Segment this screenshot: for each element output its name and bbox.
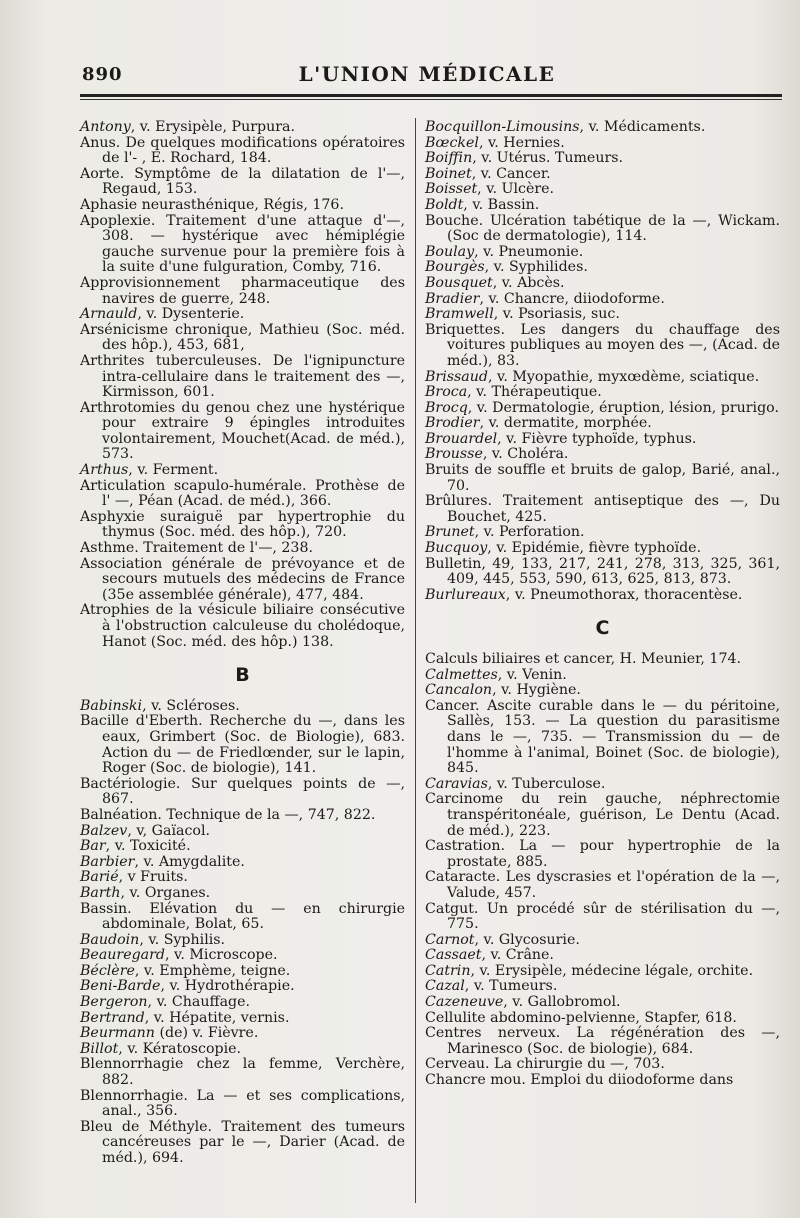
index-entry [80, 603, 405, 650]
entry-author-name: Brissaud [425, 368, 488, 385]
entry-author-name: Billot [80, 1040, 119, 1057]
index-entry [425, 1073, 780, 1089]
index-entry [425, 432, 780, 448]
entry-text: , v. Chauffage. [147, 994, 251, 1011]
section-heading-b: B [235, 664, 250, 687]
index-entry [425, 839, 780, 870]
entry-text: , v. Hygiène. [492, 682, 581, 699]
page-header [72, 58, 782, 92]
entry-author-name: Arthus [80, 462, 129, 479]
entry-author-name: Barth [80, 884, 121, 901]
left-column [80, 120, 405, 1167]
entry-text: Brûlures. Traitement antiseptique des —, Du Bouchet, 425. [425, 493, 780, 525]
entry-text: , v. Emphème, teigne. [134, 962, 291, 979]
entry-text: , v. Epidémie, fièvre typhoïde. [487, 540, 702, 557]
entry-text: , v. Crâne. [481, 947, 554, 964]
entry-author-name: Bertrand [80, 1009, 145, 1026]
index-entry [425, 276, 780, 292]
entry-author-name: Beauregard [80, 947, 166, 964]
entry-text: , v. Choléra. [482, 446, 569, 463]
entry-text: , v. Cancer. [471, 165, 551, 182]
index-entry [80, 136, 405, 167]
entry-text: , v. Myopathie, myxœdème, sciatique. [488, 368, 760, 385]
entry-text: Carcinome du rein gauche, néphrectomie transpéritonéale, guérison, Le Dentu (Acad. de méd.), 223. [425, 791, 780, 839]
entry-text: Bactériologie. Sur quelques points de —, 867. [80, 775, 405, 808]
entry-text: Blennorrhagie chez la femme, Verchère, 882. [80, 1056, 405, 1089]
entry-text: Aorte. Symptôme de la dilatation de l'—, Regaud, 153. [80, 165, 405, 198]
index-entry [425, 933, 780, 949]
entry-author-name: Bucquoy [425, 540, 488, 557]
entry-text: , v. Hépatite, vernis. [144, 1009, 290, 1026]
entry-text: Anus. De quelques modifications opératoires de l'- , E. Rochard, 184. [80, 134, 405, 167]
entry-text: Bacille d'Eberth. Recherche du —, dans les eaux, Grimbert (Soc. de Biologie), 683. Action du — de Friedlœnder, sur le lapin, Roger (Soc. de biologie), 141. [80, 713, 405, 777]
index-entry [425, 260, 780, 276]
index-entry [425, 198, 780, 214]
entry-text: , v. Hernies. [478, 134, 565, 151]
running-title: L'UNION MÉDICALE [298, 62, 556, 86]
entry-text: Bouche. Ulcération tabétique de la —, Wickam. (Soc de dermatologie), 114. [425, 212, 780, 245]
column-divider [415, 118, 416, 1203]
index-entry [80, 463, 405, 479]
index-entry [425, 588, 780, 604]
entry-author-name: Cazeneuve [425, 994, 504, 1011]
entry-text: , v. Venin. [497, 666, 567, 683]
entry-author-name: Burlureaux [425, 586, 506, 603]
entry-text: Chancre mou. Emploi du diiodoforme dans [425, 1072, 734, 1089]
entry-text: , v, Gaïacol. [127, 822, 211, 839]
index-entry [425, 1026, 780, 1057]
index-entry [425, 463, 780, 494]
index-entry [80, 354, 405, 401]
index-entry [80, 323, 405, 354]
index-entry [80, 964, 405, 980]
entry-text: , v. Glycosurie. [474, 931, 580, 948]
entry-author-name: Catrin [425, 962, 471, 979]
page-number: 890 [82, 64, 123, 85]
entry-text: Approvisionnement pharmaceutique des navires de guerre, 248. [80, 274, 405, 307]
entry-text: Cerveau. La chirurgie du —, 703. [425, 1056, 665, 1073]
index-entry [425, 777, 780, 793]
entry-text: Articulation scapulo-humérale. Prothèse de l' —, Péan (Acad. de méd.), 366. [80, 477, 405, 510]
entry-author-name: Brunet [425, 524, 475, 541]
entry-text: , v. Bassin. [463, 196, 540, 213]
index-entry [80, 948, 405, 964]
entry-text: Asphyxie suraiguë par hypertrophie du thymus (Soc. méd. des hôp.), 720. [80, 508, 405, 541]
index-entry [80, 198, 405, 214]
index-entry [80, 401, 405, 463]
index-entry [425, 385, 780, 401]
entry-author-name: Boinet [425, 165, 472, 182]
index-entry [425, 541, 780, 557]
entry-text: Catgut. Un procédé sûr de stérilisation du —, 775. [425, 900, 780, 933]
entry-text: , v. Hydrothérapie. [160, 978, 295, 995]
index-entry [425, 120, 780, 136]
entry-text: Bleu de Méthyle. Traitement des tumeurs cancéreuses par le —, Darier (Acad. de méd.), 694. [80, 1118, 405, 1166]
entry-author-name: Antony [80, 119, 131, 135]
index-entry [425, 370, 780, 386]
index-entry [425, 167, 780, 183]
index-entry [80, 1026, 405, 1042]
entry-text: , v. Toxicité. [105, 838, 191, 855]
entry-author-name: Bocquillon-Limousins [425, 119, 580, 135]
entry-text: , v. Syphilis. [139, 931, 226, 948]
entry-text: , v. Scléroses. [142, 697, 240, 714]
entry-author-name: Babinski [80, 697, 143, 714]
entry-text: , v. Erysipèle, Purpura. [130, 119, 295, 135]
index-entry [425, 182, 780, 198]
entry-text: , v. Organes. [120, 884, 211, 901]
entry-author-name: Bergeron [80, 994, 148, 1011]
entry-author-name: Boiffin [425, 150, 473, 167]
entry-author-name: Cazal [425, 978, 465, 995]
index-entry [80, 933, 405, 949]
section-heading-c: C [595, 617, 610, 640]
entry-author-name: Brocq [425, 399, 468, 416]
index-entry [425, 902, 780, 933]
index-entry [425, 948, 780, 964]
entry-text: , v. Erysipèle, médecine légale, orchite. [470, 962, 754, 979]
entry-text: , v. Thérapeutique. [467, 384, 602, 401]
entry-text: Asthme. Traitement de l'—, 238. [80, 540, 313, 557]
entry-author-name: Bradier [425, 290, 480, 307]
entry-text: Association générale de prévoyance et de secours mutuels des médecins de France (35e assemblée générale), 477, 484. [80, 555, 405, 603]
index-entry [80, 479, 405, 510]
entry-text: Bassin. Elévation du — en chirurgie abdominale, Bolat, 65. [80, 900, 405, 933]
entry-author-name: Beurmann [80, 1025, 155, 1042]
entry-text: Cataracte. Les dyscrasies et l'opération de la —, Valude, 457. [425, 869, 780, 901]
index-entry [425, 557, 780, 588]
index-entry [80, 699, 405, 715]
entry-author-name: Barbier [80, 853, 135, 870]
index-entry [80, 557, 405, 604]
index-entry [425, 1057, 780, 1073]
entry-text: , v. Microscope. [165, 947, 278, 964]
entry-text: , v. Kératoscopie. [118, 1040, 242, 1057]
entries-c [425, 652, 780, 1089]
index-entry [80, 855, 405, 871]
entry-author-name: Bousquet [425, 274, 493, 291]
entry-author-name: Bar [80, 838, 106, 855]
index-entry [425, 323, 780, 370]
index-entry [425, 792, 780, 839]
entry-text: (de) v. Fièvre. [154, 1025, 259, 1042]
index-entry [425, 214, 780, 245]
entry-text: Centres nerveux. La régénération des —, Marinesco (Soc. de biologie), 684. [425, 1025, 780, 1057]
entry-author-name: Beni-Barde [80, 978, 161, 995]
index-entry [80, 979, 405, 995]
entry-text: , v. Abcès. [492, 274, 565, 291]
entry-text: Cancer. Ascite curable dans le — du péritoine, Sallès, 153. — La question du parasitisme dans le —, 735. — Transmission du — de l'homme à l'animal, Boinet (Soc. de biologie), 845. [425, 697, 780, 777]
entry-text: , v. Syphilides. [484, 259, 588, 276]
index-entry [425, 151, 780, 167]
index-entry [425, 401, 780, 417]
entry-author-name: Bramwell [425, 306, 494, 323]
entry-text: Balnéation. Technique de la —, 747, 822. [80, 806, 376, 823]
index-entry [80, 214, 405, 276]
index-entry [80, 1042, 405, 1058]
entry-text: , v. Tuberculose. [487, 775, 606, 792]
index-entry [80, 714, 405, 776]
index-entry [80, 167, 405, 198]
index-entry [425, 245, 780, 261]
entry-text: Arsénicisme chronique, Mathieu (Soc. méd. des hôp.), 453, 681, [80, 321, 405, 354]
index-entry [425, 447, 780, 463]
entry-text: Bulletin, 49, 133, 217, 241, 278, 313, 325, 361, 409, 445, 553, 590, 613, 625, 813, 873. [425, 555, 780, 588]
entry-author-name: Broca [425, 384, 468, 401]
index-entry [80, 824, 405, 840]
entry-author-name: Balzev [80, 822, 128, 839]
entry-text: , v. Perforation. [474, 524, 585, 541]
index-entry [425, 683, 780, 699]
index-entry [80, 808, 405, 824]
entry-text: , v. Fièvre typhoïde, typhus. [497, 430, 697, 447]
index-entry [425, 668, 780, 684]
index-entry [80, 510, 405, 541]
entry-author-name: Brodier [425, 415, 480, 432]
entry-text: Castration. La — pour hypertrophie de la prostate, 885. [425, 838, 780, 870]
entry-text: , v. Tumeurs. [464, 978, 558, 995]
index-entry [425, 979, 780, 995]
right-column [425, 120, 780, 1089]
index-entry [80, 995, 405, 1011]
index-entry [80, 120, 405, 136]
index-entry [425, 699, 780, 777]
entry-text: , v Fruits. [118, 869, 188, 886]
index-entry [80, 902, 405, 933]
entry-text: , v. Amygdalite. [134, 853, 245, 870]
entry-text: Apoplexie. Traitement d'une attaque d'—, 308. — hystérique avec hémiplégie gauche survenue pour la première fois à la suite d'une fulguration, Comby, 716. [80, 212, 405, 276]
entry-text: Bruits de souffle et bruits de galop, Barié, anal., 70. [425, 462, 780, 494]
entry-author-name: Cassaet [425, 947, 482, 964]
entry-text: , v. Gallobromol. [503, 994, 621, 1011]
entries-a [80, 120, 405, 650]
header-rule-thin [80, 99, 782, 100]
entry-text: Cellulite abdomino-pelvienne, Stapfer, 618. [425, 1009, 737, 1026]
index-entry [80, 777, 405, 808]
index-entry [80, 839, 405, 855]
entry-author-name: Brouardel [425, 430, 498, 447]
entry-text: , v. Pneumothorax, thoracentèse. [505, 586, 743, 603]
index-entry [80, 276, 405, 307]
entry-author-name: Boldt [425, 196, 464, 213]
index-entry [80, 1011, 405, 1027]
entry-author-name: Brousse [425, 446, 483, 463]
entry-author-name: Bourgès [425, 259, 485, 276]
index-entry [425, 494, 780, 525]
index-entry [425, 652, 780, 668]
index-entry [425, 964, 780, 980]
entry-author-name: Boulay [425, 243, 475, 260]
entry-text: , v. Dermatologie, éruption, lésion, prurigo. [467, 399, 779, 416]
entry-author-name: Arnauld [80, 306, 138, 323]
entry-text: , v. Utérus. Tumeurs. [472, 150, 624, 167]
entry-author-name: Boisset [425, 181, 478, 198]
index-entry [425, 870, 780, 901]
index-entry [425, 292, 780, 308]
index-entry [80, 1120, 405, 1167]
entries-b [80, 699, 405, 1167]
index-entry [425, 525, 780, 541]
header-rule-thick [80, 94, 782, 97]
index-entry [425, 416, 780, 432]
entry-text: Arthrotomies du genou chez une hystérique pour extraire 9 épingles introduites volontairement, Mouchet(Acad. de méd.), 573. [80, 399, 405, 463]
index-entry [80, 541, 405, 557]
index-entry [425, 136, 780, 152]
index-entry [425, 1011, 780, 1027]
entry-author-name: Barié [80, 869, 119, 886]
entry-author-name: Calmettes [425, 666, 498, 683]
entry-author-name: Cancalon [425, 682, 493, 699]
entry-text: Atrophies de la vésicule biliaire consécutive à l'obstruction calculeuse du cholédoque, Hanot (Soc. méd. des hôp.) 138. [80, 602, 405, 650]
entry-text: , v. Dysenterie. [137, 306, 245, 323]
entries-b-continued [425, 120, 780, 603]
index-entry [80, 870, 405, 886]
index-entry [425, 307, 780, 323]
entry-text: , v. Chancre, diiodoforme. [479, 290, 665, 307]
index-entry [80, 1057, 405, 1088]
entry-text: , v. Pneumonie. [474, 243, 584, 260]
entry-text: Briquettes. Les dangers du chauffage des voitures publiques au moyen des —, (Acad. de méd.), 83. [425, 321, 780, 369]
entry-text: , v. Ferment. [128, 462, 219, 479]
entry-author-name: Carnot [425, 931, 475, 948]
entry-author-name: Bœckel [425, 134, 479, 151]
index-entry [80, 307, 405, 323]
entry-text: , v. Ulcère. [477, 181, 555, 198]
entry-text: Aphasie neurasthénique, Régis, 176. [80, 196, 344, 213]
entry-author-name: Baudoin [80, 931, 140, 948]
entry-text: Calculs biliaires et cancer, H. Meunier, 174. [425, 651, 742, 667]
entry-text: Arthrites tuberculeuses. De l'ignipuncture intra-cellulaire dans le traitement des —, Kirmisson, 601. [80, 352, 405, 401]
entry-text: , v. Médicaments. [579, 119, 706, 135]
entry-text: , v. dermatite, morphée. [479, 415, 652, 432]
entry-text: , v. Psoriasis, suc. [493, 306, 620, 323]
index-entry [425, 995, 780, 1011]
entry-text: Blennorrhagie. La — et ses complications, anal., 356. [80, 1087, 405, 1120]
index-entry [80, 886, 405, 902]
entry-author-name: Caravias [425, 775, 488, 792]
index-entry [80, 1089, 405, 1120]
entry-author-name: Béclère [80, 962, 135, 979]
